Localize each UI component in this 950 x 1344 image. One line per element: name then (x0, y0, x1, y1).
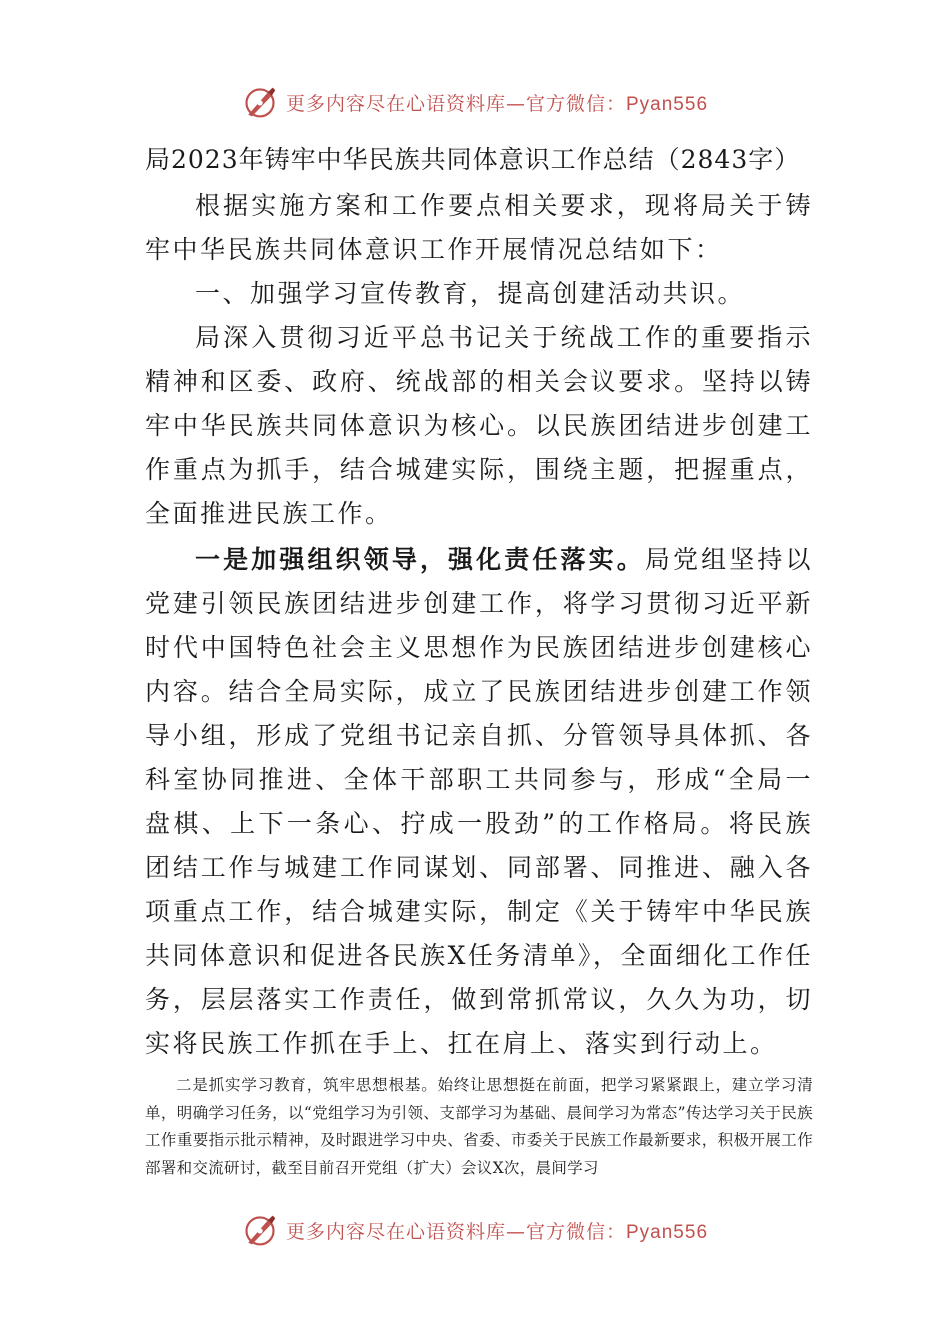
banner-account-id: Pyan556 (626, 93, 709, 115)
pen-logo-icon (242, 1212, 278, 1248)
footer-account-id: Pyan556 (626, 1221, 709, 1243)
point-1-body: 局党组坚持以党建引领民族团结进步创建工作，将学习贯彻习近平新时代中国特色社会主义思想作为民族团结进步创建核心内容。结合全局实际，成立了民族团结进步创建工作领导小组，形成了党组书记亲自抓、分管领导具体抓、各科室协同推进、全体干部职工共同参与，形成“全局一盘棋、上下一条心、拧成一股劲”的工作格局。将民族团结工作与城建工作同谋划、同部署、同推进、融入各项重点工作，结合城建实际，制定《关于铸牢中华民族共同体意识和促进各民族X任务清单》，全面细化工作任务，层层落实工作责任，做到常抓常议，久久为功，切实将民族工作抓在手上、扛在肩上、落实到行动上。 (145, 545, 813, 1058)
intro-paragraph: 根据实施方案和工作要点相关要求，现将局关于铸牢中华民族共同体意识工作开展情况总结如下： (145, 191, 813, 264)
document-title: 局2023年铸牢中华民族共同体意识工作总结（2843字） (145, 145, 801, 174)
point-1-lead: 一是加强组织领导，强化责任落实。 (195, 545, 645, 574)
point-2-paragraph: 二是抓实学习教育，筑牢思想根基。始终让思想挺在前面，把学习紧紧跟上，建立学习清单，明确学习任务，以“党组学习为引领、支部学习为基础、晨间学习为常态”传达学习关于民族工作重要指示批示精神，及时跟进学习中央、省委、市委关于民族工作最新要求，积极开展工作部署和交流研讨，截至目前召开党组（扩大）会议X次，晨间学习 (145, 1076, 813, 1177)
footer-account-label: 官方微信： (525, 1220, 626, 1243)
pen-logo-icon (242, 84, 278, 120)
section-1-body: 局深入贯彻习近平总书记关于统战工作的重要指示精神和区委、政府、统战部的相关会议要求。坚持以铸牢中华民族共同体意识为核心。以民族团结进步创建工作重点为抓手，结合城建实际，围绕主题，把握重点，全面推进民族工作。 (145, 323, 813, 528)
footer-main-text: 更多内容尽在心语资料库— (285, 1220, 526, 1243)
point-1-paragraph (145, 538, 813, 1066)
footer-banner (0, 1210, 950, 1250)
banner-account-label: 官方微信： (525, 92, 626, 115)
section-1-heading: 一、加强学习宣传教育，提高创建活动共识。 (195, 279, 746, 308)
banner-main-text: 更多内容尽在心语资料库— (285, 92, 526, 115)
header-banner (0, 82, 950, 122)
document-body (145, 138, 813, 1182)
